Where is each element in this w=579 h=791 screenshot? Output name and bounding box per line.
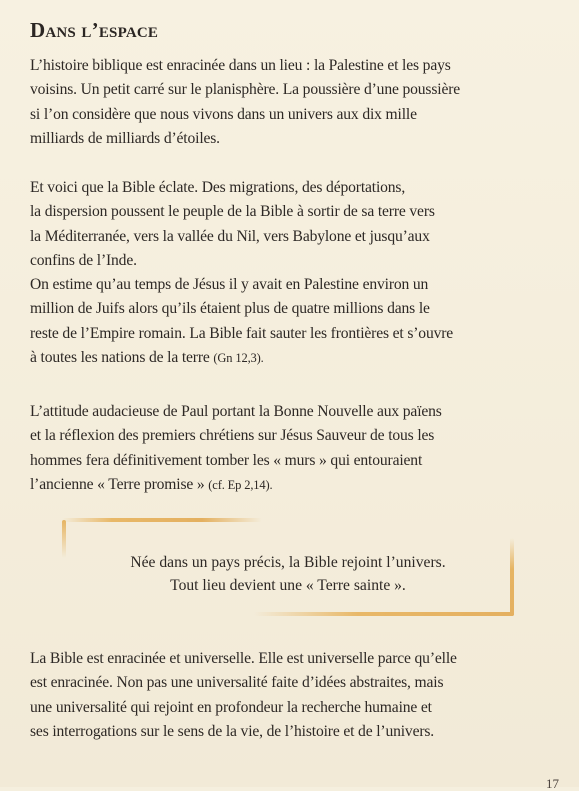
decorative-stroke-top [62, 518, 262, 522]
paragraph-dispersion [30, 176, 550, 370]
quote-line: Tout lieu devient une « Terre sainte ». [170, 577, 406, 594]
decorative-stroke-bottom [254, 612, 514, 616]
page-number: 17 [546, 776, 559, 791]
text-line: la dispersion poussent le peuple de la Bible à sortir de sa terre vers [30, 203, 435, 221]
paragraph-universal [30, 647, 550, 744]
highlight-quote-box [62, 518, 514, 616]
text-line: est enracinée. Non pas une universalité faite d’idées abstraites, mais [30, 674, 444, 692]
text-line: voisins. Un petit carré sur le planisphère. La poussière d’une poussière [30, 81, 461, 99]
paragraph-location [30, 54, 550, 151]
quote-line: Née dans un pays précis, la Bible rejoint l’univers. [130, 554, 446, 571]
section-title: Dans l’espace [30, 18, 159, 42]
text-line: la Méditerranée, vers la vallée du Nil, vers Babylone et jusqu’aux [30, 227, 430, 245]
bible-reference: (cf. Ep 2,14). [208, 477, 273, 492]
text-line: On estime qu’au temps de Jésus il y avait en Palestine environ un [30, 276, 429, 294]
text-line: si l’on considère que nous vivons dans un univers aux dix mille [30, 105, 417, 123]
text-line [30, 473, 550, 497]
text-line: reste de l’Empire romain. La Bible fait sauter les frontières et s’ouvre [30, 324, 454, 342]
text-fragment: l’ancienne « Terre promise » [30, 475, 209, 493]
text-line [30, 346, 550, 370]
text-line: hommes fera définitivement tomber les « murs » qui entouraient [30, 451, 423, 469]
text-line: et la réflexion des premiers chrétiens sur Jésus Sauveur de tous les [30, 427, 435, 445]
text-line: une universalité qui rejoint en profondeur la recherche humaine et [30, 698, 432, 716]
text-line: ses interrogations sur le sens de la vie, de l’histoire et de l’univers. [30, 722, 435, 740]
text-fragment: à toutes les nations de la terre [30, 349, 214, 367]
text-line: confins de l’Inde. [30, 251, 137, 269]
text-line: million de Juifs alors qu’ils étaient plus de quatre millions dans le [30, 300, 430, 318]
text-line: Et voici que la Bible éclate. Des migrations, des déportations, [30, 179, 406, 196]
paragraph-paul [30, 400, 550, 497]
text-line: milliards de milliards d’étoiles. [30, 129, 220, 147]
text-line: L’histoire biblique est enracinée dans un lieu : la Palestine et les pays [30, 57, 451, 74]
text-line: La Bible est enracinée et universelle. Elle est universelle parce qu’elle [30, 650, 457, 667]
bible-reference: (Gn 12,3). [213, 351, 264, 366]
text-line: L’attitude audacieuse de Paul portant la Bonne Nouvelle aux païens [30, 403, 442, 420]
highlight-quote [62, 551, 514, 597]
